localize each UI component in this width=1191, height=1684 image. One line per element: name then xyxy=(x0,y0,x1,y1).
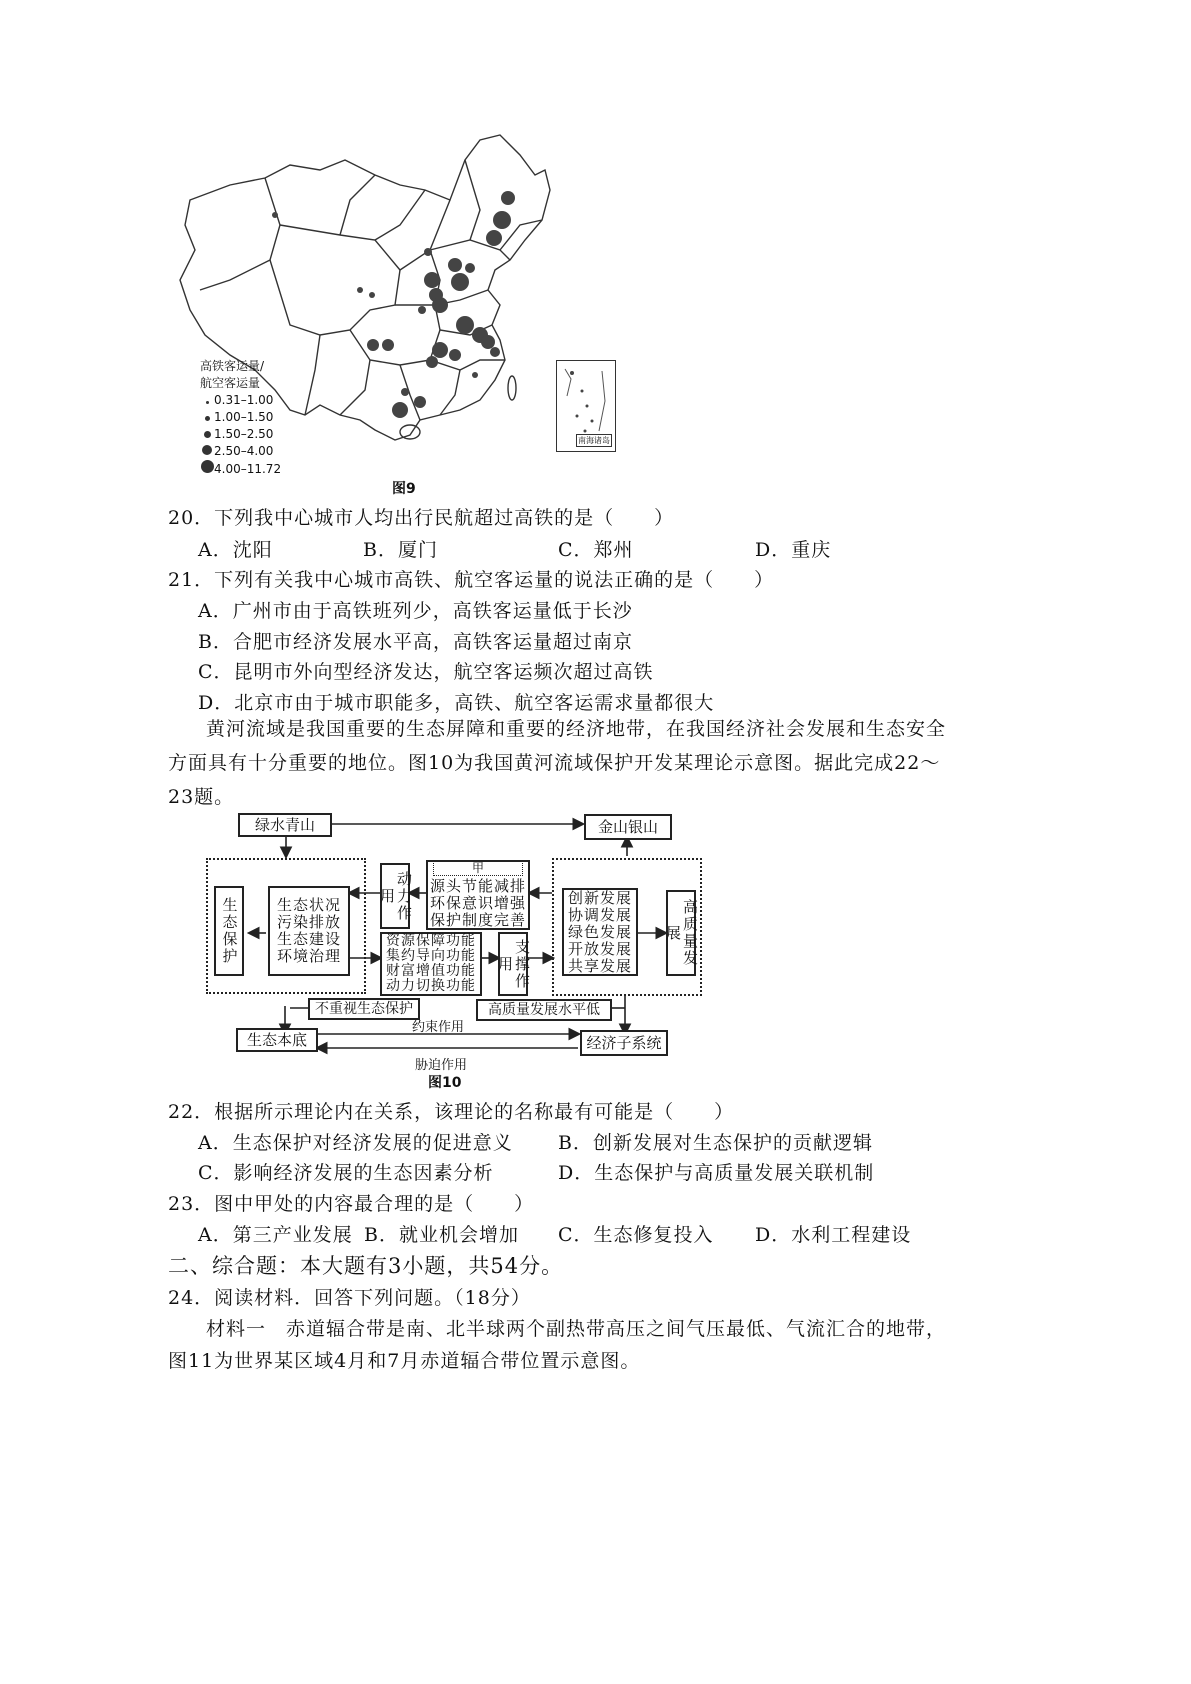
q20-option-c[interactable]: C．郑州 xyxy=(558,539,634,561)
q23-option-a[interactable]: A．第三产业发展 xyxy=(198,1224,353,1246)
label-force: 胁迫作用 xyxy=(415,1058,468,1073)
legend-item: 1.00–1.50 xyxy=(200,409,320,426)
question-20-stem: 20．下列我中心城市人均出行民航超过高铁的是（ ） xyxy=(168,507,675,529)
legend-dot-icon xyxy=(200,409,214,426)
box-support: 支撑作用 xyxy=(498,932,528,996)
material-1-line-2: 图11为世界某区域4月和7月赤道辐合带位置示意图。 xyxy=(168,1350,641,1372)
question-22-stem: 22．根据所示理论内在关系，该理论的名称最有可能是（ ） xyxy=(168,1101,735,1123)
box-power: 动力作用 xyxy=(380,863,410,929)
inset-label: 南海诸岛 xyxy=(578,436,610,445)
map-legend xyxy=(200,358,320,478)
q23-option-b[interactable]: B．就业机会增加 xyxy=(364,1224,519,1246)
box-high-quality: 高质量发展 xyxy=(666,890,696,976)
box-green-mountains: 绿水青山 xyxy=(238,813,332,837)
q22-option-c[interactable]: C．影响经济发展的生态因素分析 xyxy=(198,1162,494,1184)
q22-option-a[interactable]: A．生态保护对经济发展的促进意义 xyxy=(198,1132,513,1154)
q20-option-b[interactable]: B．厦门 xyxy=(363,539,438,561)
question-24-stem: 24．阅读材料．回答下列问题。（18分） xyxy=(168,1287,531,1309)
intro-paragraph xyxy=(168,712,968,814)
q21-option-c[interactable]: C．昆明市外向型经济发达，航空客运频次超过高铁 xyxy=(198,661,654,683)
intro-line-1: 黄河流域是我国重要的生态屏障和重要的经济地带，在我国经济社会发展和生态安全 xyxy=(206,718,947,740)
question-23-stem: 23．图中甲处的内容最合理的是（ ） xyxy=(168,1193,535,1215)
legend-item: 0.31–1.00 xyxy=(200,392,320,409)
box-functions: 资源保障功能 集约导向功能 财富增值功能 动力切换功能 xyxy=(380,932,482,996)
box-eco-state: 生态状况 污染排放 生态建设 环境治理 xyxy=(268,886,350,976)
legend-item: 4.00–11.72 xyxy=(200,460,320,478)
box-gold-mountains: 金山银山 xyxy=(584,814,672,840)
q20-option-d[interactable]: D．重庆 xyxy=(755,539,832,561)
q21-option-b[interactable]: B．合肥市经济发展水平高，高铁客运量超过南京 xyxy=(198,631,633,653)
legend-title-line2: 航空客运量 xyxy=(200,376,261,390)
q22-option-b[interactable]: B．创新发展对生态保护的贡献逻辑 xyxy=(558,1132,873,1154)
legend-dot-icon xyxy=(200,392,214,409)
question-21-stem: 21．下列有关我中心城市高铁、航空客运量的说法正确的是（ ） xyxy=(168,569,775,591)
legend-dot-icon xyxy=(200,460,214,478)
q20-option-a[interactable]: A．沈阳 xyxy=(198,539,273,561)
map-caption: 图9 xyxy=(392,481,416,497)
label-constraint: 约束作用 xyxy=(412,1020,465,1035)
box-no-eco: 不重视生态保护 xyxy=(308,998,420,1020)
map-figure xyxy=(170,130,630,500)
legend-item: 1.50–2.50 xyxy=(200,426,320,443)
material-1-line-1: 材料一 赤道辐合带是南、北半球两个副热带高压之间气压最低、气流汇合的地带， xyxy=(206,1318,947,1340)
box-development: 创新发展 协调发展 绿色发展 开放发展 共享发展 xyxy=(562,888,638,976)
legend-title-line1: 高铁客运量/ xyxy=(200,359,265,373)
box-source: 甲 源头节能减排 环保意识增强 保护制度完善 xyxy=(426,860,530,930)
box-eco-protect: 生态保护 xyxy=(214,886,244,976)
q23-option-c[interactable]: C．生态修复投入 xyxy=(558,1224,714,1246)
q23-option-d[interactable]: D．水利工程建设 xyxy=(755,1224,912,1246)
box-jia: 甲 xyxy=(433,861,523,876)
section-2-heading: 二、综合题：本大题有3小题，共54分。 xyxy=(168,1254,564,1278)
q21-option-a[interactable]: A．广州市由于高铁班列少，高铁客运量低于长沙 xyxy=(198,600,633,622)
legend-dot-icon xyxy=(200,426,214,443)
box-econ-subsystem: 经济子系统 xyxy=(580,1030,668,1056)
diagram-figure xyxy=(200,808,710,1093)
intro-line-3: 23题。 xyxy=(168,786,235,808)
legend-item: 2.50–4.00 xyxy=(200,443,320,460)
q21-option-d[interactable]: D．北京市由于城市职能多，高铁、航空客运需求量都很大 xyxy=(198,692,715,714)
box-eco-base: 生态本底 xyxy=(236,1028,318,1052)
intro-line-2: 方面具有十分重要的地位。图10为我国黄河流域保护开发某理论示意图。据此完成22～ xyxy=(168,752,941,774)
legend-dot-icon xyxy=(200,443,214,460)
box-low-hq: 高质量发展水平低 xyxy=(476,999,612,1021)
map-inset xyxy=(556,360,616,452)
diagram-caption: 图10 xyxy=(428,1075,462,1091)
q22-option-d[interactable]: D．生态保护与高质量发展关联机制 xyxy=(558,1162,875,1184)
